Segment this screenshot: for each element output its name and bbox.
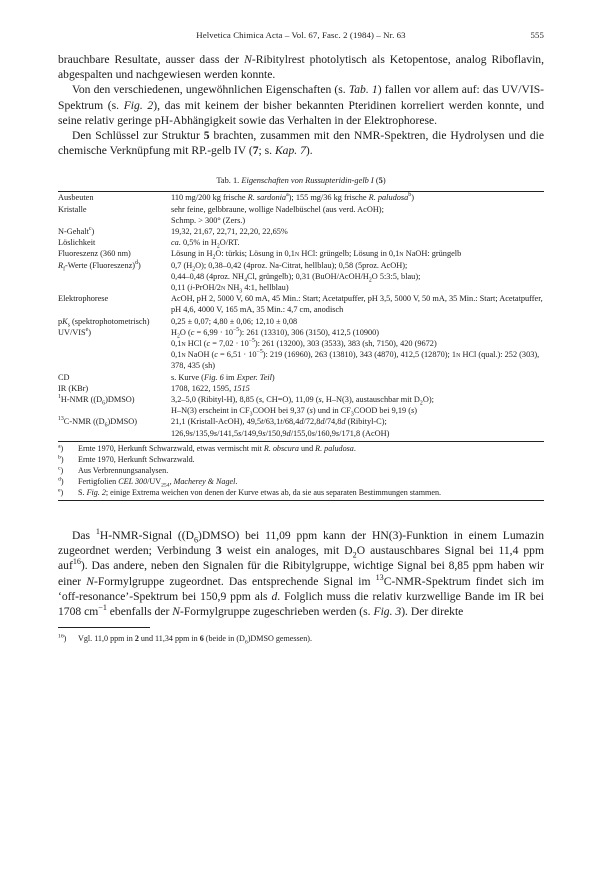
table-cell-value: 19,32, 21,67, 22,71, 22,20, 22,65% [171,227,288,237]
table-row [58,260,544,294]
table-cell-property: Kristalle [58,204,87,214]
table-cell-value: 0,25 ± 0,07; 4,80 ± 0,06; 12,10 ± 0,08 [171,316,298,326]
table-footnote [58,443,544,454]
table-footnote-text: S. Fig. 2; einige Extrema weichen von denen der Kurve etwas ab, da sie aus separaten Bestimmungen stammen. [78,487,442,497]
table-cell-property: Elektrophorese [58,294,109,304]
table-cell-value: AcOH, pH 2, 5000 V, 60 mA, 45 Min.: Start; Acetatpuffer, pH 3,5, 5000 V, 50 mA, 35 Min.: Start; Acetatpuffer, pH 4,6, 4000 V, 165 mA, 35 Min.: 4,7 cm, anodisch [171,294,543,315]
table-cell-property: $R_f$-Werte (Fluoreszenz)$^d$) [58,259,141,273]
table-footnote [58,487,544,498]
table-footnote [58,454,544,465]
page-footnote [58,633,544,644]
table-row [58,416,544,438]
table-cell-value: 3,2–5,0 (Ribityl-H), 8,85 (s, CH=O), 11,09 (s, H–N(3), austauschbar mit $D_2O$); H–N(3) erscheint in $CF_3COOH$ bei 9,37 (s) und in $CF_3COOD$ bei 9,19 (s) [171,395,434,418]
page-number: 555 [530,30,544,40]
table-caption: Tab. 1. Eigenschaften von Russupteridin-gelb I (5) [216,176,386,186]
table-cell-property: N-Gehalt$^c$) [58,226,95,237]
table-cell-value: ca. 0,5% in $H_2O/RT$. [171,238,240,250]
table-bottom-rule [58,500,544,501]
table-cell-value: $H_2O$ $(c = 6,99 \cdot 10^{-5})$: 261 (13310), 306 (3150), 412,5 (10900) 0,1n HCl $(c = 7,02 \cdot 10^{-5})$: 261 (13200), 303 (3533), 383 (sh, 7150), 420 (9672) 0,1n NaOH $(c = 6,51 \cdot 10^{-5})$: 219 (16960), 263 (13810), 343 (4870), 412,5 (12870); 1n HCl (qual.): 252 (303), 378, 435 (sh) [171,327,540,371]
table-cell-property: $^{13}$C-NMR $((D_6)DMSO)$ [58,416,138,430]
running-header [58,30,544,40]
table-row [58,383,544,394]
table-cell-property: $^1$H-NMR $((D_6)DMSO)$ [58,394,135,407]
table-footnote-mark: $^e$) [58,487,64,497]
table-row [58,248,544,259]
table-footnote-mark: $^d$) [58,476,64,486]
table-footnote-text: Ernte 1970, Herkunft Schwarzwald, etwas vermischt mit R. obscura und R. paludosa. [78,443,356,453]
table-footnote-text: Ernte 1970, Herkunft Schwarzwald. [78,454,195,464]
table-row [58,204,544,226]
journal-title: Helvetica Chimica Acta – Vol. 67, Fasc. 2 (1984) – Nr. 63 [196,30,406,40]
table-row [58,226,544,237]
page-footnote-mark: $^{16}$) [58,633,67,644]
table-cell-property: Fluoreszenz (360 nm) [58,249,131,259]
body-paragraph: Das $^1$H-NMR-Signal $((D_6)DMSO)$ bei 11,09 ppm kann der HN(3)-Funktion in einem Lumazin zugeordnet werden; Verbindung 3 weist ein analoges, mit $D_2O$ austauschbares Signal bei 11,4 ppm auf$^{16}$). Das andere, neben den Signalen für die Ribitylgruppe, wichtige Signal bei 8,85 ppm haben wir einer N-Formylgruppe zugeordnet. Das entsprechende Signal im $^{13}$C-NMR-Spektrum findet sich im ‘off-resonance’-Spektrum bei 150,9 ppm als d. Folglich muss die relativ kurzwellige Bande im IR bei 1708 $cm^{-1}$ ebenfalls der N-Formylgruppe zugeschrieben werden (s. Fig. 3). Der direkte [58,527,545,618]
footnote-separator [58,627,150,628]
table-row [58,293,544,315]
table-cell-value: 0,7 $(H_2O)$; 0,38–0,42 (4proz. Na-Citrat, hellblau); 0,58 (5proz. AcOH); 0,44–0,48 (4proz. $NH_4Cl$, grüngelb); 0,31 ($BuOH/AcOH/H_2O$ 5:3:5, blau); 0,11 (i-PrOH/2n $NH_3$ 4:1, hellblau) [171,260,421,295]
table-cell-property: IR (KBr) [58,383,89,393]
table-footnote-text: Fertigfolien CEL $300/UV_{254}$, Macherey & Nagel. [78,476,238,489]
table-cell-value: 21,1 (Kristall-AcOH), 49,5t/63,1t/68,4d/72,8d/74,8d (Ribityl-C); 126,9s/135,9s/141,5s/149,9s/150,9d/155,0s/160,9s/171,8 (AcOH) [171,417,390,438]
intro-paragraph-1: brauchbare Resultate, ausser dass der N-Ribitylrest photolytisch als Ketopentose, analog Riboflavin, abgespalten und nachgewiesen werden konnte. [58,53,544,82]
table-footnote-mark: $^c$) [58,465,64,475]
table-cell-value: Lösung in $H_2O$: türkis; Lösung in 0,1n HCl: grüngelb; Lösung in 0,1n NaOH: grüngelb [171,249,462,262]
table-row [58,192,544,203]
table-cell-value: s. Kurve (Fig. 6 im Exper. Teil) [171,372,275,382]
table-row [58,372,544,383]
table-row [58,394,544,416]
table-cell-property: CD [58,372,70,382]
table-cell-property: Ausbeuten [58,193,94,203]
table-cell-property: $pK_s$ (spektrophotometrisch) [58,316,150,329]
table-footnote-text: Aus Verbrennungsanalysen. [78,465,169,475]
table-cell-value: 1708, 1622, 1595, 1515 [171,383,250,393]
page-content [58,52,544,644]
table-footnote [58,465,544,476]
table-footnote-mark: $^b$) [58,454,64,464]
table-footnote-rule [58,441,544,442]
table-row [58,327,544,372]
table-cell-value: sehr feine, gelbbraune, wollige Nadelbüschel (aus verd. AcOH); Schmp. > 300° (Zers.) [171,204,384,225]
table-row [58,237,544,248]
table-footnote [58,476,544,487]
table-cell-property: Löslichkeit [58,238,96,248]
table-row [58,316,544,327]
table-cell-value: 110 mg/200 kg frische R. sardonia$^a$); 155 mg/36 kg frische R. paludosa$^b$) [171,192,414,203]
properties-table [58,192,544,438]
intro-paragraph-2: Von den verschiedenen, ungewöhnlichen Eigenschaften (s. Tab. 1) fallen vor allem auf: das UV/VIS-Spektrum (s. Fig. 2), das mit keinem der bisher bekannten Pteridinen korreliert werden konnte, und seine relativ geringe pH-Abhängigkeit sowie das Verhalten in der Elektrophorese. [58,83,545,127]
intro-paragraph-3: Den Schlüssel zur Struktur 5 brachten, zusammen mit den NMR-Spektren, die Hydrolysen und die chemische Verknüpfung mit RP.-gelb IV (7; s. Kap. 7). [58,129,544,158]
table-cell-property: UV/VIS$^e$) [58,327,92,337]
table-footnote-mark: $^a$) [58,443,64,453]
page-footnote-text: Vgl. 11,0 ppm in 2 und 11,34 ppm in 6 (beide in $(D_6)DMSO$ gemessen). [78,634,313,646]
table-footnotes [58,443,544,498]
